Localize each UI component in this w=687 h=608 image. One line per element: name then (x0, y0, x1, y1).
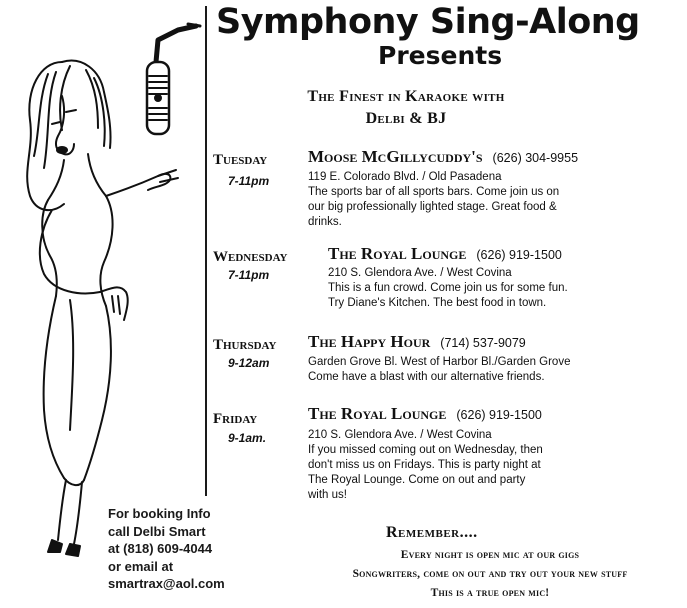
booking-line: For booking Info (108, 506, 211, 521)
vertical-divider (205, 6, 207, 496)
event-venue-line (308, 333, 526, 352)
event-address: Garden Grove Bl. West of Harbor Bl./Garden Grove (308, 356, 571, 368)
event-description (308, 443, 678, 503)
event-phone: (626) 304-9955 (492, 151, 579, 165)
event-time: 9-1am. (228, 431, 267, 445)
event-day: Thursday (213, 337, 277, 353)
event-time: 9-12am (228, 356, 270, 370)
footer-notes (300, 546, 680, 603)
booking-info (108, 505, 278, 593)
footer-note-line: Every night is open mic at our gigs (400, 549, 580, 561)
event-address: 210 S. Glendora Ave. / West Covina (328, 267, 512, 279)
event-time: 7-11pm (228, 268, 270, 282)
description-line: our big professionally lighted stage. Great food & (308, 201, 557, 213)
booking-line: or email at (108, 558, 174, 574)
description-line: Come have a blast with our alternative friends. (308, 371, 545, 383)
event-day: Tuesday (213, 152, 268, 168)
booking-email: smartrax@aol.com (108, 576, 225, 591)
event-description (308, 185, 678, 230)
microphone-icon (147, 62, 169, 134)
remember-heading: Remember.... (386, 524, 478, 541)
event-venue: The Royal Lounge (328, 244, 467, 263)
event-day: Wednesday (213, 249, 288, 265)
description-line: The sports bar of all sports bars. Come join us on (308, 186, 560, 198)
tagline-line-2: Delbi & BJ (365, 110, 447, 127)
singer-illustration (0, 0, 210, 560)
event-venue-line (308, 405, 542, 424)
footer-note-line: Songwriters, come on out and try out your new stuff (352, 568, 628, 580)
description-line: with us! (308, 489, 347, 501)
event-address: 119 E. Colorado Blvd. / Old Pasadena (308, 171, 502, 183)
description-line: The Royal Lounge. Come on out and party (308, 474, 526, 486)
event-address: 210 S. Glendora Ave. / West Covina (308, 429, 492, 441)
tagline (220, 86, 592, 130)
flyer-title: Symphony Sing-Along (216, 2, 640, 42)
event-description (308, 370, 678, 385)
description-line: don't miss us on Fridays. This is party night at (308, 459, 541, 471)
booking-line: call Delbi Smart (108, 523, 206, 539)
event-venue-line (308, 148, 578, 167)
footer-note-line: This is a true open mic! (430, 587, 550, 599)
event-venue: Moose McGillycuddy's (308, 147, 483, 166)
event-phone: (626) 919-1500 (456, 408, 542, 422)
event-phone: (626) 919-1500 (476, 248, 562, 262)
event-venue: The Happy Hour (308, 332, 431, 351)
description-line: If you missed coming out on Wednesday, then (308, 444, 543, 456)
presents-heading: Presents (378, 41, 503, 70)
event-venue: The Royal Lounge (308, 404, 447, 423)
tagline-line-1: The Finest in Karaoke with (307, 88, 505, 105)
event-time: 7-11pm (228, 174, 270, 188)
event-venue-line (328, 245, 562, 264)
description-line: This is a fun crowd. Come join us for some fun. (328, 282, 568, 294)
description-line: drinks. (308, 216, 342, 228)
booking-phone: at (818) 609-4044 (108, 541, 213, 556)
event-phone: (714) 537-9079 (440, 336, 526, 350)
event-day: Friday (213, 411, 258, 427)
event-description (328, 281, 687, 311)
description-line: Try Diane's Kitchen. The best food in town. (328, 297, 547, 309)
